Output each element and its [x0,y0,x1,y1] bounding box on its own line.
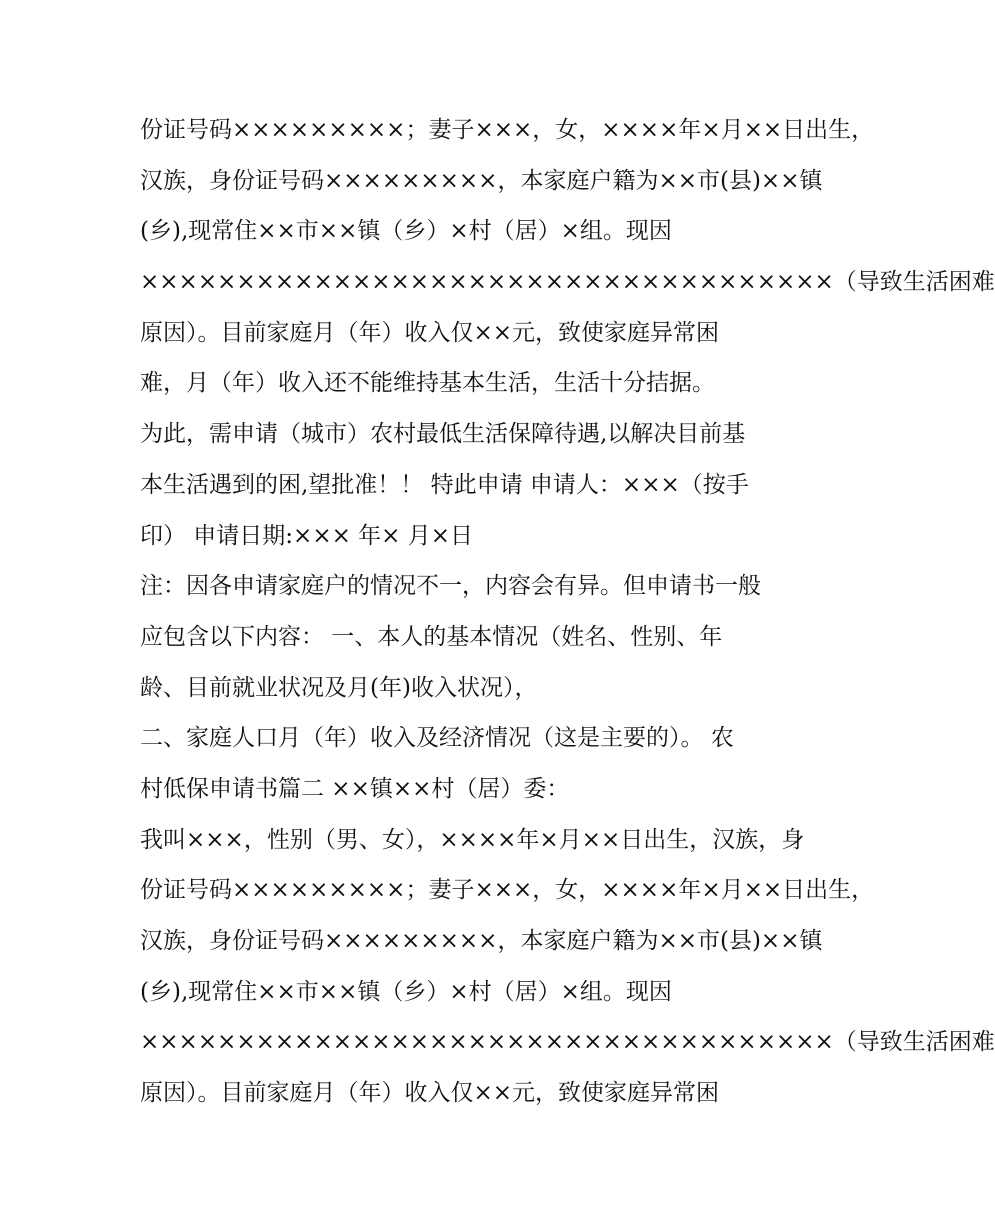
text-line: 原因）。目前家庭月（年）收入仅××元，致使家庭异常困 [140,1080,720,1107]
text-line: 为此，需申请（城市）农村最低生活保障待遇,以解决目前基 [140,421,746,448]
text-line: ××××××××××××××××××××××××××××××××××××（导致生活困难 [140,269,995,296]
text-line: (乡),现常住××市××镇（乡）×村（居）×组。现因 [140,978,672,1005]
text-line: 村低保申请书篇二 ××镇××村（居）委： [140,775,570,802]
text-line: 汉族，身份证号码×××××××××，本家庭户籍为××市(县)××镇 [140,928,823,954]
text-line: 原因）。目前家庭月（年）收入仅××元，致使家庭异常困 [140,319,720,346]
text-line: 二、家庭人口月（年）收入及经济情况（这是主要的）。 农 [140,725,734,752]
text-line: 龄、目前就业状况及月(年)收入状况）， [140,674,538,701]
text-line: 份证号码×××××××××；妻子×××，女，××××年×月××日出生， [140,877,875,904]
text-line: 应包含以下内容： 一、本人的基本情况（姓名、性别、年 [140,623,723,650]
text-line: 难，月（年）收入还不能维持基本生活，生活十分拮据。 [140,370,715,397]
text-line: ××××××××××××××××××××××××××××××××××××（导致生活困难 [140,1029,995,1056]
text-line: 我叫×××，性别（男、女），××××年×月××日出生，汉族，身 [140,826,805,853]
text-line: 本生活遇到的困,望批准！！ 特此申请 申请人：×××（按手 [140,471,749,498]
text-line: 印） 申请日期:××× 年× 月×日 [140,522,474,549]
text-line: 注：因各申请家庭户的情况不一，内容会有异。但申请书一般 [140,573,761,600]
text-line: 份证号码×××××××××；妻子×××，女，××××年×月××日出生， [140,117,875,143]
body-text [140,105,995,1119]
text-line: 汉族，身份证号码×××××××××，本家庭户籍为××市(县)××镇 [140,167,823,194]
text-line: (乡),现常住××市××镇（乡）×村（居）×组。现因 [140,218,672,245]
